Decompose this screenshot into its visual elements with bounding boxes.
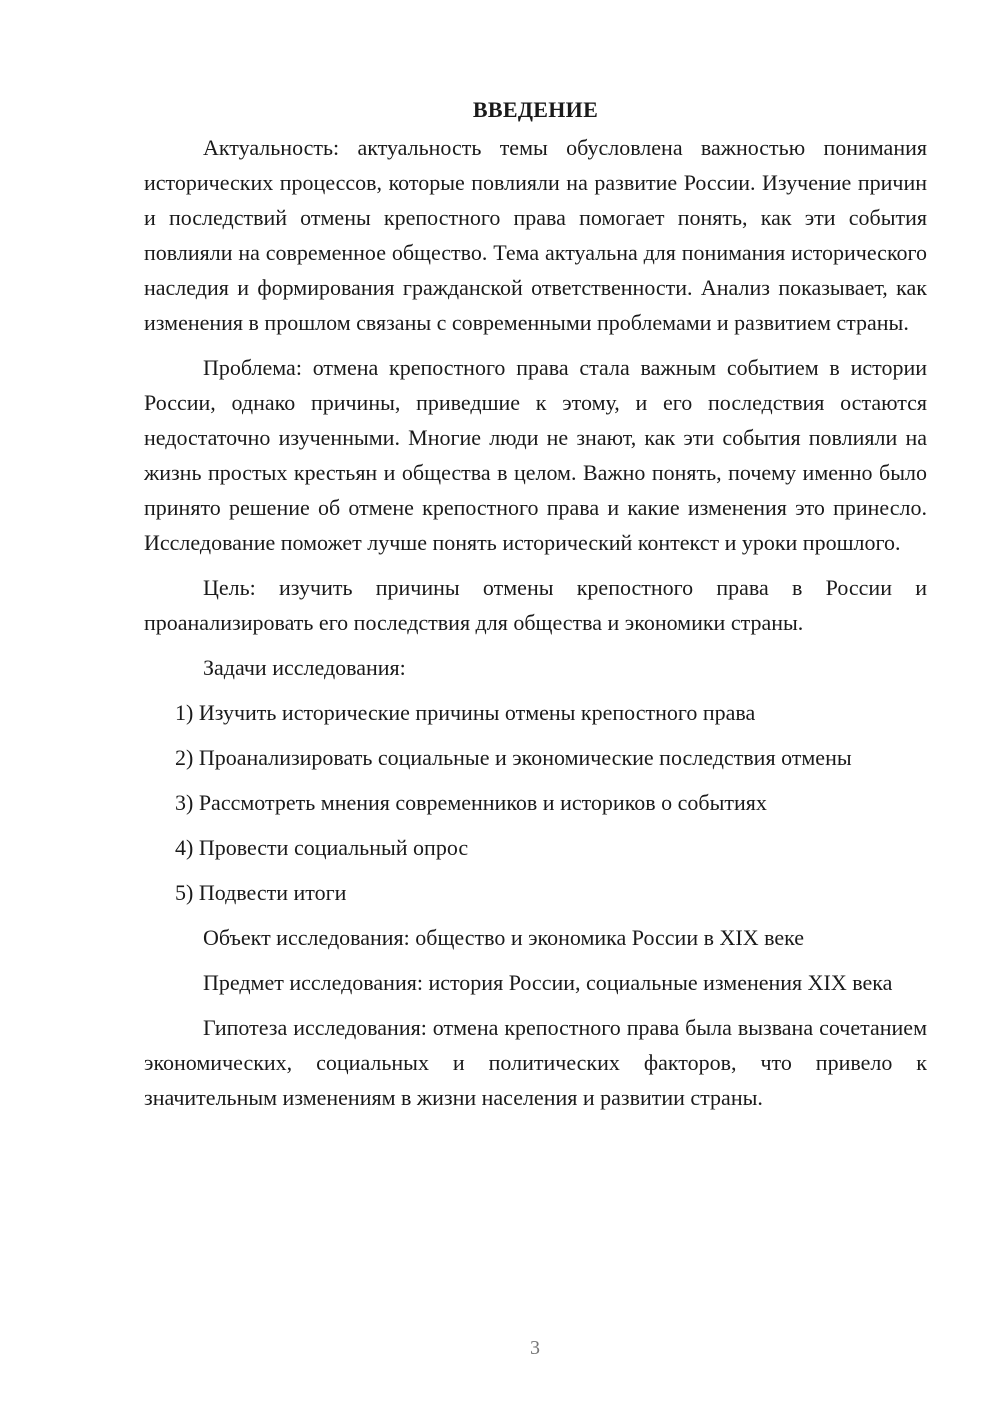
tasks-title: Задачи исследования: (203, 655, 406, 680)
paragraph-subject: Предмет исследования: история России, социальные изменения XIX века (203, 970, 893, 995)
page-content (144, 95, 927, 1115)
paragraph-relevance: Актуальность: актуальность темы обусловлена важностью понимания исторических процессов, которые повлияли на развитие России. Изучение причин и последствий отмены крепостного права помогает понять, как эти события повлияли на современное общество. Тема актуальна для понимания исторического наследия и формирования гражданской ответственности. Анализ показывает, как изменения в прошлом связаны с современными проблемами и развитием страны. (144, 135, 927, 335)
task-item-3: 3) Рассмотреть мнения современников и историков о событиях (175, 790, 767, 815)
section-heading: ВВЕДЕНИЕ (472, 97, 599, 122)
task-item-5: 5) Подвести итоги (175, 880, 347, 905)
task-item-1: 1) Изучить исторические причины отмены крепостного права (175, 700, 756, 725)
task-item-4: 4) Провести социальный опрос (175, 835, 469, 860)
task-item-2: 2) Проанализировать социальные и экономические последствия отмены (175, 745, 852, 770)
paragraph-hypothesis: Гипотеза исследования: отмена крепостного права была вызвана сочетанием экономических, социальных и политических факторов, что привело к значительным изменениям в жизни населения и развитии страны. (144, 1015, 927, 1110)
paragraph-problem: Проблема: отмена крепостного права стала важным событием в истории России, однако причины, приведшие к этому, и его последствия остаются недостаточно изученными. Многие люди не знают, как эти события повлияли на жизнь простых крестьян и общества в целом. Важно понять, почему именно было принято решение об отмене крепостного права и какие изменения это принесло. Исследование поможет лучше понять исторический контекст и уроки прошлого. (144, 355, 927, 555)
paragraph-object: Объект исследования: общество и экономика России в XIX веке (203, 925, 805, 950)
paragraph-goal: Цель: изучить причины отмены крепостного права в России и проанализировать его последствия для общества и экономики страны. (144, 575, 927, 635)
page-number: 3 (530, 1337, 540, 1359)
